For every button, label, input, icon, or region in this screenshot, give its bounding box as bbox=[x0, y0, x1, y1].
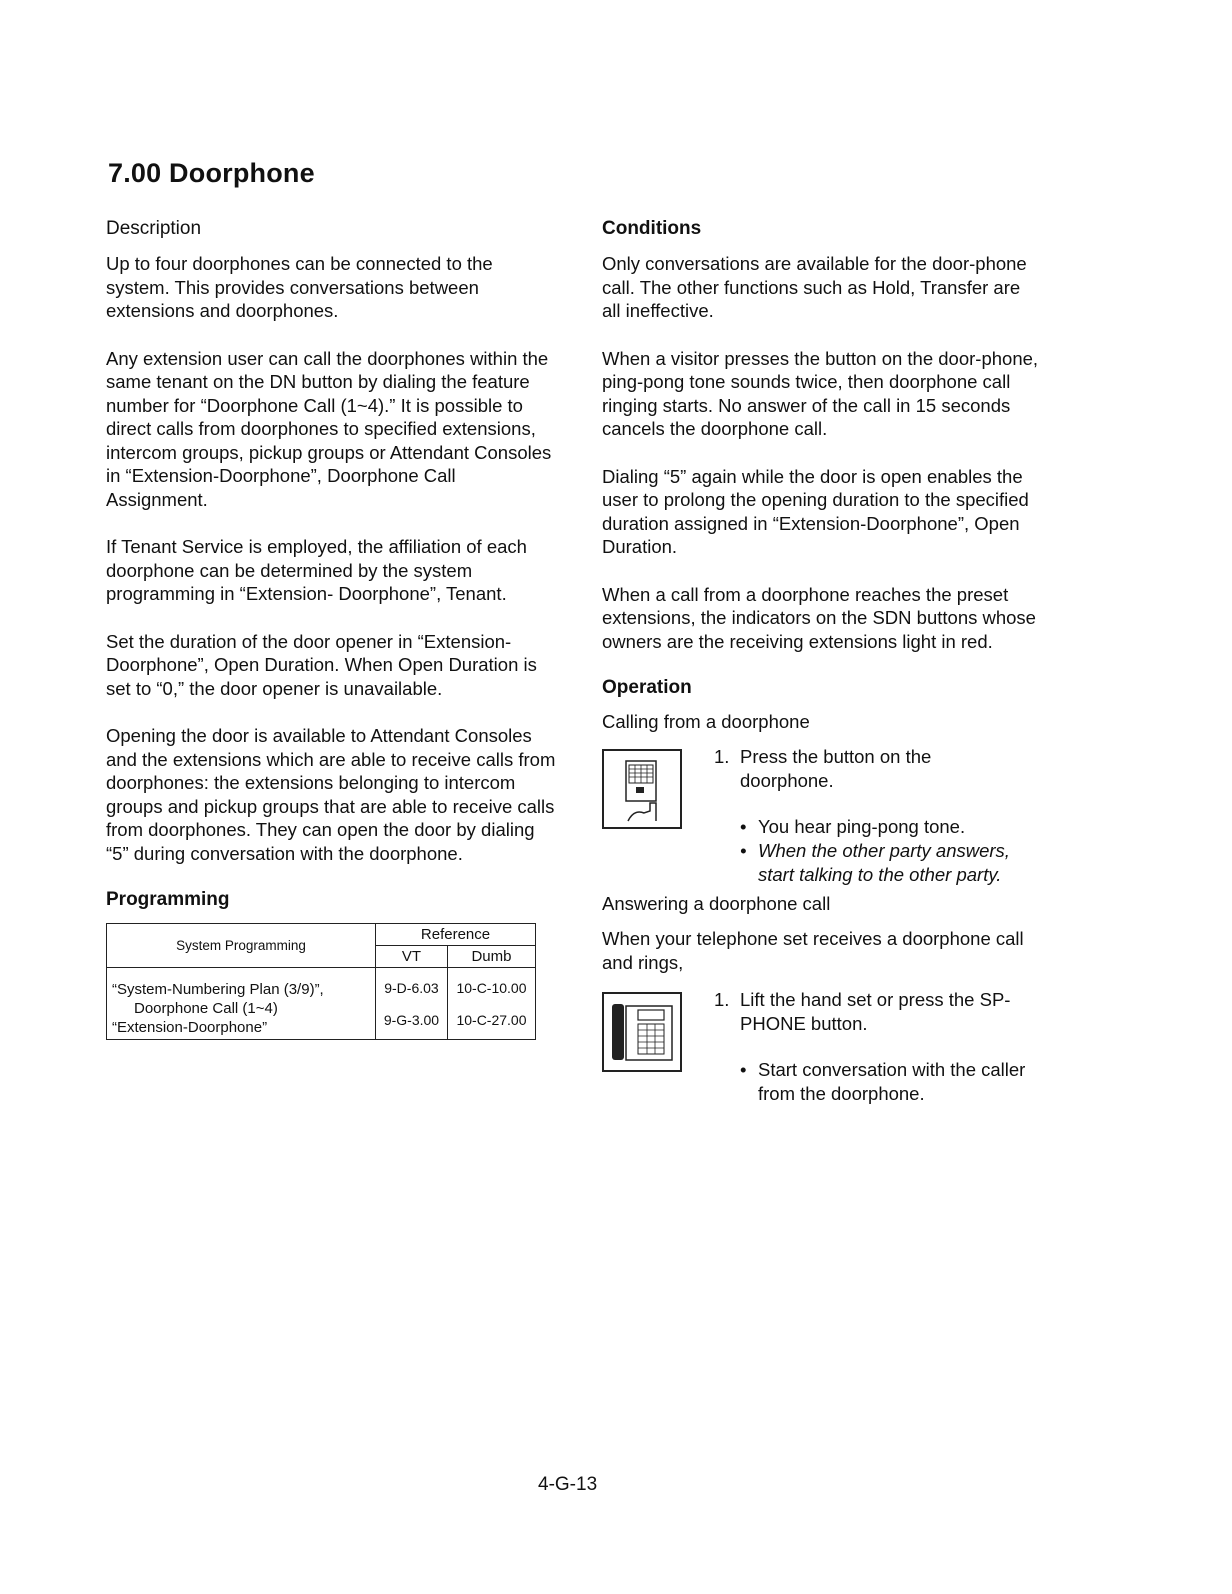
row2-vt: 9-G-3.00 bbox=[383, 1012, 440, 1028]
description-paragraph: Set the duration of the door opener in “Extension-Doorphone”, Open Duration. When Open Duration is set to “0,” the door opener is unavailable. bbox=[106, 630, 537, 699]
row1-dumb: 10-C-10.00 bbox=[456, 980, 527, 996]
table-row bbox=[107, 968, 536, 1040]
page-number: 4-G-13 bbox=[538, 1474, 598, 1495]
header-system-programming: System Programming bbox=[107, 924, 376, 968]
programming-heading: Programming bbox=[106, 889, 230, 910]
conditions-paragraph: Only conversations are available for the door-phone call. The other functions such as Hold, Transfer are all ineffective. bbox=[602, 253, 1027, 321]
step-number: 1. bbox=[714, 989, 730, 1010]
left-column bbox=[106, 218, 556, 1040]
answering-bullet: • Start conversation with the caller from the doorphone. bbox=[714, 1058, 1042, 1106]
conditions-paragraph: When a call from a doorphone reaches the preset extensions, the indicators on the SDN buttons whose owners are the receiving extensions light in red. bbox=[602, 583, 1036, 652]
answering-step-line1: Lift the hand set or press the SP- bbox=[740, 989, 1011, 1010]
calling-step-line1: Press the button on the bbox=[740, 746, 932, 767]
row1-line1: “System-Numbering Plan (3/9)”, bbox=[112, 981, 324, 998]
header-vt: VT bbox=[376, 946, 448, 968]
description-heading: Description bbox=[106, 218, 202, 239]
calling-step bbox=[602, 745, 1042, 893]
page-title: 7.00 Doorphone bbox=[108, 158, 315, 188]
calling-bullet: • When the other party answers, start talking to the other party. bbox=[714, 839, 1042, 887]
programming-table bbox=[106, 923, 536, 1040]
answering-step-line2: PHONE button. bbox=[740, 1013, 868, 1034]
answering-intro: When your telephone set receives a doorphone call and rings, bbox=[602, 928, 1024, 973]
dumb-cell bbox=[447, 968, 535, 1040]
header-reference: Reference bbox=[376, 924, 536, 946]
row2-dumb: 10-C-27.00 bbox=[456, 1012, 527, 1028]
description-paragraph: Opening the door is available to Attendant Consoles and the extensions which are able to receive calls from doorphones: the extensions belonging to intercom groups and pickup groups that are able to receive calls from doorphones. They can open the door by dialing “5” during conversation with the doorphone. bbox=[106, 725, 556, 864]
description-paragraph: If Tenant Service is employed, the affiliation of each doorphone can be determined by the system programming in “Extension- Doorphone”, Tenant. bbox=[106, 536, 527, 604]
step-number: 1. bbox=[714, 746, 730, 767]
answering-subheading: Answering a doorphone call bbox=[602, 893, 831, 914]
system-programming-cell bbox=[107, 968, 376, 1040]
row2-name: “Extension-Doorphone” bbox=[112, 1019, 268, 1036]
calling-bullet: • You hear ping-pong tone. bbox=[714, 815, 1042, 839]
right-column bbox=[602, 218, 1042, 1128]
vt-cell bbox=[376, 968, 448, 1040]
conditions-paragraph: When a visitor presses the button on the door-phone, ping-pong tone sounds twice, then doorphone call ringing starts. No answer of the call in 15 seconds cancels the doorphone call. bbox=[602, 347, 1039, 439]
answering-step-body bbox=[714, 988, 1042, 1106]
calling-step-line2: doorphone. bbox=[740, 770, 834, 791]
calling-step-body bbox=[714, 745, 1042, 887]
row1-vt: 9-D-6.03 bbox=[384, 980, 439, 996]
description-paragraph: Any extension user can call the doorphones within the same tenant on the DN button by dialing the feature number for “Doorphone Call (1~4).” It is possible to direct calls from doorphones to specified extensions, intercom groups, pickup groups or Attendant Consoles in “Extension-Doorphone”, Doorphone Call Assignment. bbox=[106, 347, 552, 510]
doorphone-icon bbox=[602, 749, 682, 829]
operation-heading: Operation bbox=[602, 677, 692, 698]
description-paragraph: Up to four doorphones can be connected to the system. This provides conversations between extensions and doorphones. bbox=[106, 253, 493, 321]
calling-subheading: Calling from a doorphone bbox=[602, 711, 810, 732]
telephone-icon bbox=[602, 992, 682, 1072]
conditions-heading: Conditions bbox=[602, 218, 702, 239]
header-dumb: Dumb bbox=[447, 946, 535, 968]
conditions-paragraph: Dialing “5” again while the door is open enables the user to prolong the opening duration to the specified duration assigned in “Extension-Doorphone”, Open Duration. bbox=[602, 465, 1029, 557]
answering-step bbox=[602, 988, 1042, 1128]
row1-line2: Doorphone Call (1~4) bbox=[134, 1000, 278, 1017]
